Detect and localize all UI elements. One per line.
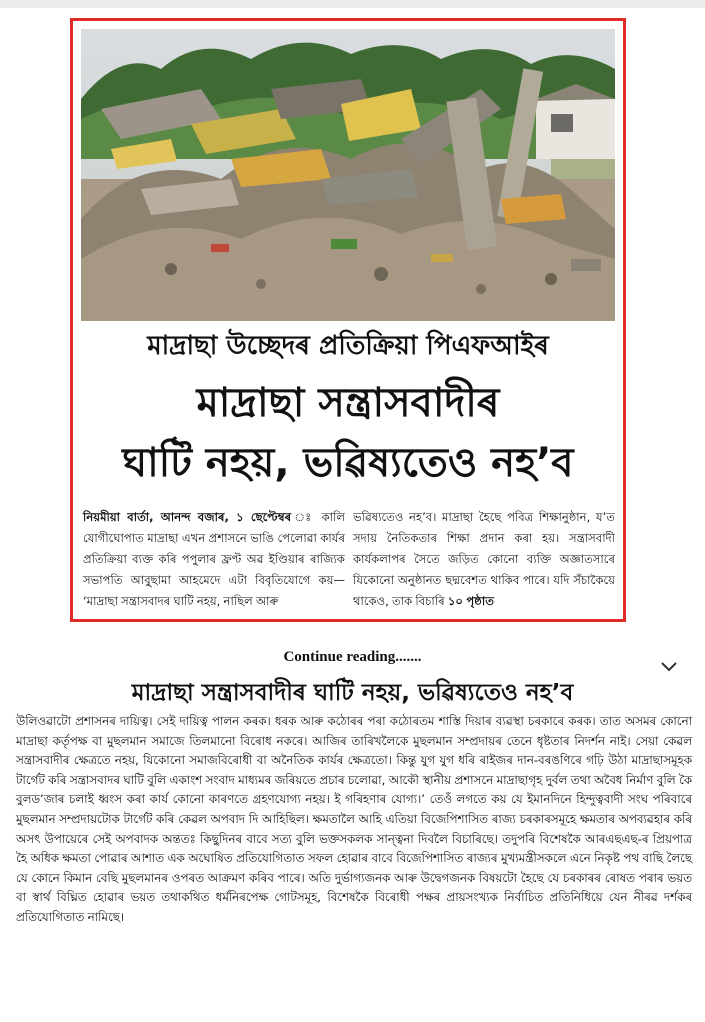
rubble-photo	[81, 29, 615, 321]
article-title: মাদ্ৰাছা সন্ত্ৰাসবাদীৰ ঘাটি নহয়, ভৱিষ্যতেও নহ’ব	[131, 680, 574, 706]
column-right-text: ভৱিষ্যতেও নহ’ব। মাদ্ৰাছা হৈছে পবিত্ৰ শিক্ষানুষ্ঠান, য’ত সদায় নৈতিকতাৰ শিক্ষা প্ৰদান কৰা হয়। সন্ত্ৰাসবাদী কাৰ্যকলাপৰ সৈতে জড়িত কোনো ব্যক্তি অজ্ঞাতসাৰে যিকোনো অনুষ্ঠানত ছদ্মবেশত থাকিব পাৰে। যদি সঁচাকৈয়ে থাকেও, তাক বিচাৰি	[353, 510, 615, 608]
continue-reading-label[interactable]: Continue reading.......	[283, 649, 422, 665]
clipping-column-right	[353, 507, 615, 612]
dateline: নিয়মীয়া বাৰ্তা, আনন্দ বজাৰ, ১ ছেপ্টেম্বৰ	[83, 510, 292, 524]
column-left-text: ঃ কালি যোগীঘোপাত মাদ্ৰাছা এখন প্ৰশাসনে ভাঙি পেলোৱা কাৰ্যৰ প্ৰতিক্ৰিয়া ব্যক্ত কৰি পপুলাৰ ফ্ৰণ্ট অৱ ইণ্ডিয়াৰ ৰাজ্যিক সভাপতি আবু্ছামা আহমেদে এটা বিবৃতিযোগে কয়— ‘মাদ্ৰাছা সন্ত্ৰাসবাদৰ ঘাটি নহয়, নাছিল আৰু	[83, 510, 345, 608]
headline-line-2: ঘাটি নহয়, ভৱিষ্যতেও নহ’ব	[122, 440, 574, 486]
chevron-down-icon[interactable]	[660, 660, 678, 674]
top-bar	[0, 0, 705, 8]
clipping-column-left	[83, 507, 345, 612]
newspaper-clipping	[70, 18, 626, 622]
article-body: উলিওৱাটো প্ৰশাসনৰ দায়িত্ব। সেই দায়িত্ব পালন কৰক। ধৰক আৰু কঠোৰৰ পৰা কঠোৰতম শাস্তি দিয়াৰ ব্যৱস্থা চৰকাৰে কৰক। তাত অসমৰ কোনো মাদ্ৰাছা কৰ্তৃপক্ষ বা মুছলমান সমাজে তিলমানো বিৰোধ নকৰে। আজিৰ তাৰিখলৈকে মুছলমান সম্প্ৰদায়ৰ তেনে ধৃষ্টতাৰ নিদৰ্শন নাই। সেয়া কেৱল সন্ত্ৰাসবাদীৰ ক্ষেত্ৰতে নহয়, যিকোনো সমাজবিৰোধী বা অনৈতিক কাৰ্যৰ ক্ষেত্ৰতো। কিন্তু যুগ যুগ ধৰি ৰাইজৰ দান-বৰঙণিৰে গঢ়ি উঠা মাদ্ৰাছাসমূহক টাৰ্গেট কৰি সন্ত্ৰাসবাদৰ ঘাটি বুলি একাংশ সংবাদ মাধ্যমৰ জৰিয়তে প্ৰচাৰ চলোৱা, আকৌ স্থানীয় প্ৰশাসনে মাদ্ৰাছাগৃহ দুৰ্বল তথা অবৈধ নিৰ্মাণ বুলি কৈ বুলড’জাৰ চলাই ধ্বংস কৰা কাৰ্য কোনো কাৰণতে গ্ৰহণযোগ্য নহয়। ই গৰিহণাৰ যোগ্য।’ তেওঁ লগতে কয় যে ইমানদিনে হিন্দুত্ববাদী সংঘ পৰিবাৰে মুছলমান সম্প্ৰদায়টোক টাৰ্গেট কৰি কেৱল অপবাদ দি আহিছিল। ক্ষমতালৈ আহি এতিয়া বিজেপিশাসিত ৰাজ্য চৰকাৰসমূহে ক্ষমতাৰ অপব্যৱহাৰ কৰি অসৎ উপায়েৰে সেই অপবাদক অন্ততঃ কিছুদিনৰ বাবে সত্য বুলি ভক্তসকলক সান্ত্বনা দিবলৈ বিচাৰিছে। তদুপৰি বিশেষকৈ আৰএছএছ-ৰ প্ৰিয়পাত্ৰ হৈ অধিক ক্ষমতা পোৱাৰ আশাত এক অঘোষিত প্ৰতিযোগিতাত সফল হোৱাৰ বাবে বিজেপিশাসিত ৰাজ্যৰ মুখ্যমন্ত্ৰীসকলে এনে নিকৃষ্ট পথ বাছি লৈছে যে কোনে কিমান বেছি মুছলমানৰ ওপৰত আক্ৰমণ কৰিব পাৰে। অতি দুৰ্ভাগ্যজনক আৰু উদ্বেগজনক বিষয়টো হৈছে যে চৰকাৰৰ ৰোষত পৰাৰ ভয়ত বা স্বাৰ্থ বিঘ্নিত হোৱাৰ ভয়ত তথাকথিত ধৰ্মনিৰপেক্ষ গোটসমূহ, বিশেষকৈ বিৰোধী পক্ষৰ প্ৰায়সংখ্যক নিৰ্বাচিত প্ৰতিনিধিয়ে যেন নীৰৱ দৰ্শকৰ প্ৰতিযোগিতাত নামিছে।	[16, 714, 692, 924]
clipping-kicker: মাদ্ৰাছা উচ্ছেদৰ প্ৰতিক্ৰিয়া পিএফআইৰ	[147, 331, 549, 361]
clipping-headline	[73, 373, 623, 493]
headline-line-1: মাদ্ৰাছা সন্ত্ৰাসবাদীৰ	[196, 380, 500, 426]
page-reference: ১০ পৃষ্ঠাত	[447, 594, 494, 608]
